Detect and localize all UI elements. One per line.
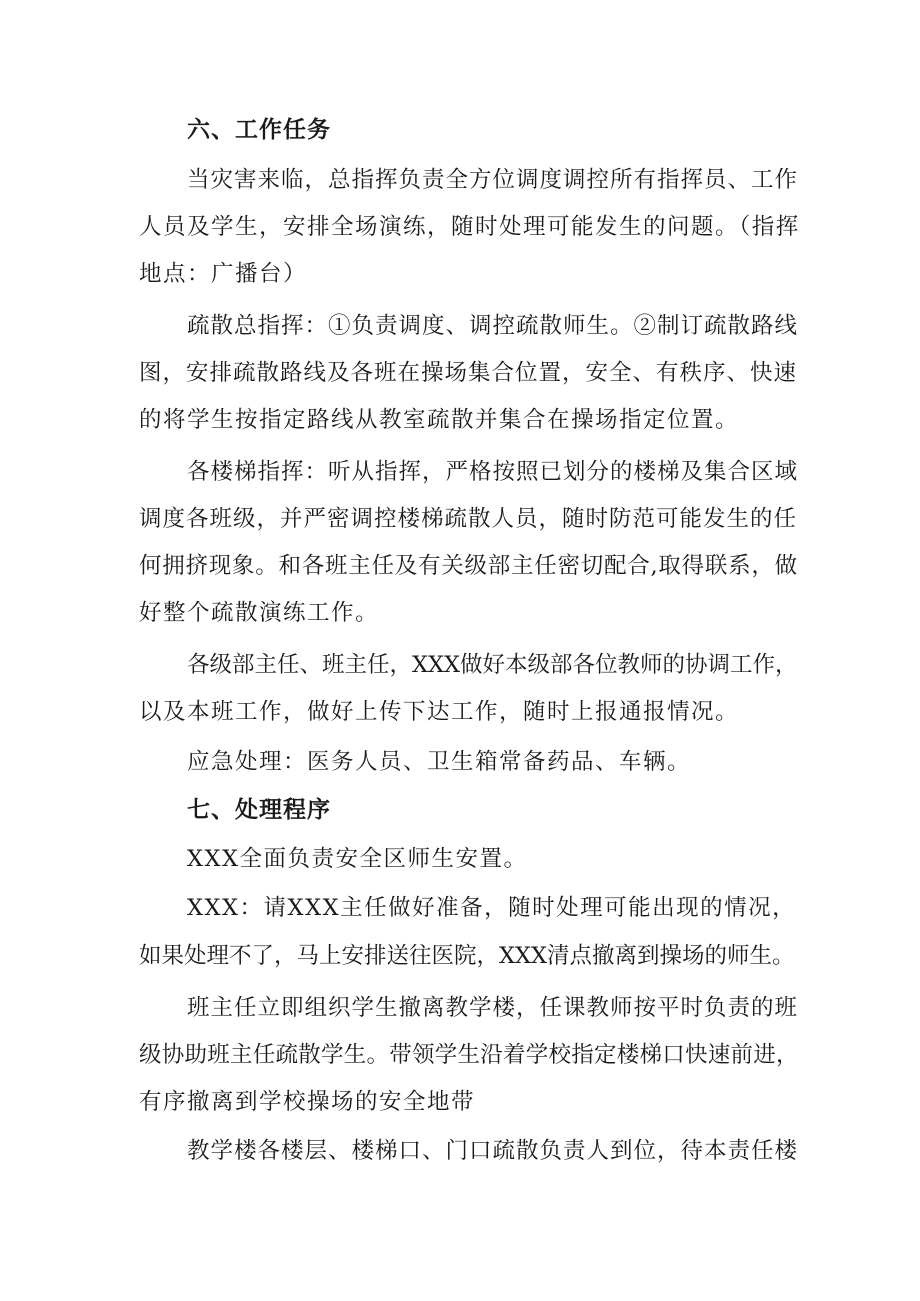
paragraph-line: 的将学生按指定路线从教室疏散并集合在操场指定位置。 bbox=[139, 407, 740, 433]
section-6-heading: 六、工作任务 bbox=[187, 117, 331, 143]
paragraph-line: 人员及学生，安排全场演练，随时处理可能发生的问题。（指挥 bbox=[139, 214, 800, 240]
paragraph-line: 班主任立即组织学生撤离教学楼，任课教师按平时负责的班 bbox=[187, 995, 799, 1021]
paragraph-line: XXX全面负责安全区师生安置。 bbox=[187, 846, 528, 872]
paragraph-line: 各楼梯指挥：听从指挥，严格按照已划分的楼梯及集合区域 bbox=[187, 459, 799, 485]
paragraph-line: XXX：请XXX主任做好准备，随时处理可能出现的情况， bbox=[187, 895, 797, 921]
paragraph-line: 调度各班级，并严密调控楼梯疏散人员，随时防范可能发生的任 bbox=[139, 506, 798, 532]
paragraph-line: 各级部主任、班主任，XXX做好本级部各位教师的协调工作， bbox=[187, 652, 798, 678]
paragraph-line: 如果处理不了，马上安排送往医院，XXX清点撤离到操场的师生。 bbox=[139, 943, 795, 969]
paragraph-line: 图，安排疏散路线及各班在操场集合位置，安全、有秩序、快速 bbox=[139, 360, 798, 386]
paragraph-line: 好整个疏散演练工作。 bbox=[139, 600, 380, 626]
paragraph-line: 当灾害来临，总指挥负责全方位调度调控所有指挥员、工作 bbox=[187, 167, 799, 193]
paragraph-line: 有序撤离到学校操场的安全地带 bbox=[139, 1089, 476, 1115]
paragraph-line: 疏散总指挥：①负责调度、调控疏散师生。②制订疏散路线 bbox=[187, 313, 799, 339]
paragraph-line: 地点：广播台） bbox=[139, 261, 308, 287]
section-7-heading: 七、处理程序 bbox=[187, 797, 331, 823]
paragraph-line: 教学楼各楼层、楼梯口、门口疏散负责人到位，待本责任楼 bbox=[187, 1138, 799, 1164]
paragraph-line: 级协助班主任疏散学生。带领学生沿着学校指定楼梯口快速前进， bbox=[139, 1042, 799, 1068]
paragraph-line: 以及本班工作，做好上传下达工作，随时上报通报情况。 bbox=[139, 699, 740, 725]
paragraph-line: 何拥挤现象。和各班主任及有关级部主任密切配合,取得联系，做 bbox=[139, 553, 798, 579]
paragraph-line: 应急处理：医务人员、卫生箱常备药品、车辆。 bbox=[187, 749, 692, 775]
